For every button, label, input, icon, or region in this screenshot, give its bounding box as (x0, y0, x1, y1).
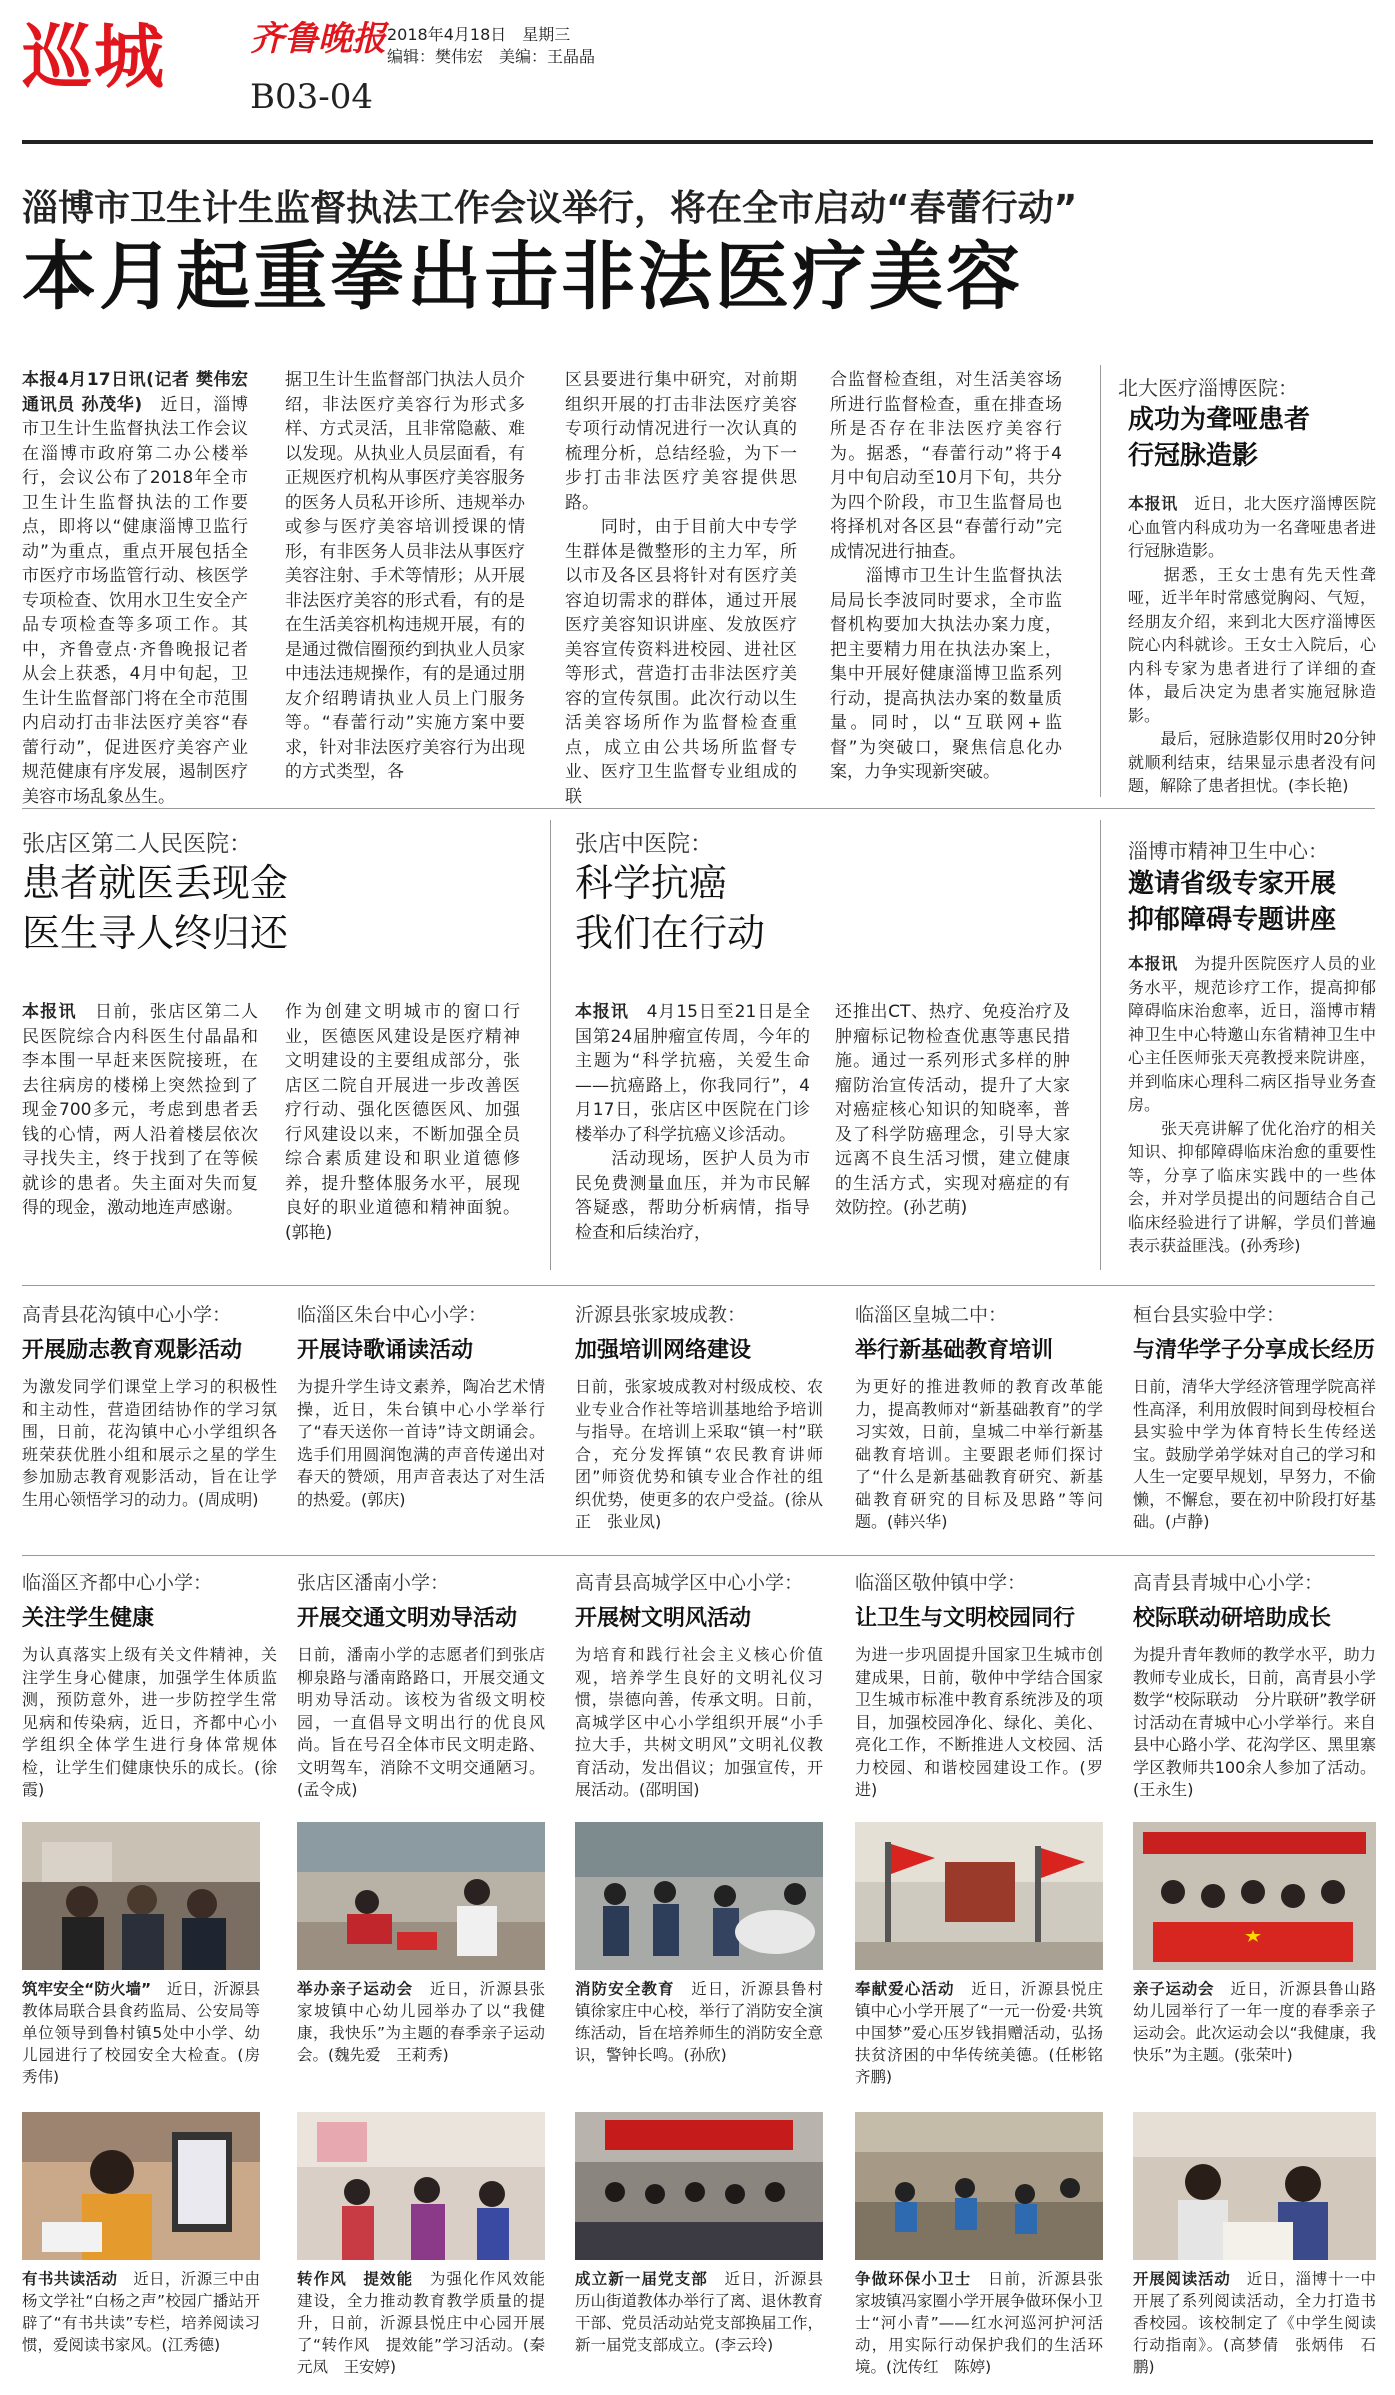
photo-party-branch (575, 2112, 823, 2260)
lead-dateline: 本报4月17日讯(记者 樊伟宏 通讯员 孙茂华) (22, 370, 248, 415)
row1-item: 临淄区皇城二中： 举行新基础教育培训 为更好的推进教师的教育改革能力，提高教师对“新基础教育”的学习实效，日前，皇城二中举行新基础教育培训。主要跟老师们探讨了“什么是新基础教育研究、新基础教育研究的目标及思路”等问题。(韩兴华) (855, 1304, 1103, 1531)
photo-reading-broadcast (22, 2112, 260, 2260)
row2-item: 高青县青城中心小学： 校际联动研培助成长 为提升青年教师的教学水平，助力教师专业成长，日前，高青县小学数学“校际联动 分片联研”教学研讨活动在青城中心小学举行。来自县中心路小学、花沟学区、黑里寨学区教师共100余人参加了活动。(王永生) (1133, 1572, 1376, 1799)
photo-caption: 奉献爱心活动 近日，沂源县悦庄镇中心小学开展了“一元一份爱·共筑中国梦”爱心压岁钱捐赠活动，弘扬扶贫济困的中华传统美德。(任彬铭 齐鹏) (855, 1980, 1119, 2086)
issue-date: 2018年4月18日 (387, 25, 507, 44)
photo-parent-child-games (297, 1822, 545, 1970)
lead-col-2: 据卫生计生监督部门执法人员介绍，非法医疗美容行为形式多样、方式灵活，且非常隐蔽、难以发现。从执业人员层面看，有正规医疗机构从事医疗美容服务的医务人员私开诊所、违规举办或参与医疗美容培训授课的情形，有非医务人员非法从事医疗美容注射、手术等情形；从开展非法医疗美容的形式看，有的是在生活美容机构违规开展，有的是通过微信圈预约到执业人员家中违法违规操作，有的是通过朋友介绍聘请执业人员上门服务等。“春蕾行动”实施方案中要求，针对非法医疗美容行为出现的方式类型，各 (285, 370, 525, 782)
photo-school-safety-check (22, 1822, 260, 1970)
designer: 美编：王晶晶 (499, 47, 596, 66)
photo-image (1133, 1822, 1376, 1970)
photo-image (22, 1822, 260, 1970)
photo-caption: 筑牢安全“防火墙” 近日，沂源县教体局联合县食药监局、公安局等单位领导到鲁村镇5处中小学、幼儿园进行了校园安全大检查。(房秀伟) (22, 1980, 260, 2086)
photo-caption: 亲子运动会 近日，沂源县鲁山路幼儿园举行了一年一度的春季亲子运动会。此次运动会以“我健康，我快乐”为主题。(张荣叶) (1133, 1980, 1376, 2064)
photo-image (575, 2112, 823, 2260)
divider (550, 820, 551, 1270)
photo-eco-guardians (855, 2112, 1103, 2260)
issue-weekday: 星期三 (522, 25, 571, 44)
lead-kicker: 淄博市卫生计生监督执法工作会议举行，将在全市启动“春蕾行动” (22, 188, 1078, 229)
photo-image (297, 2112, 545, 2260)
divider (22, 1555, 1375, 1556)
side2-kicker: 淄博市精神卫生中心： (1128, 839, 1328, 863)
row2-item: 高青县高城学区中心小学： 开展树文明风活动 为培育和践行社会主义核心价值观，培养学生良好的文明礼仪习惯，崇德向善，传承文明。日前，高城学区中心小学组织开展“小手拉大手，共树文明风”文明礼仪教育活动，发出倡议；加强宣传，开展活动。(邵明国) (575, 1572, 823, 1799)
lead-col-1: 本报4月17日讯(记者 樊伟宏 通讯员 孙茂华) 近日，淄博市卫生计生监督执法工作会议在淄博市政府第二办公楼举行，会议公布了2018年全市卫生计生监督执法的工作要点，即将以“健康淄博卫监行动”为重点，重点开展包括全市医疗市场监管行动、核医学专项检查、饮用水卫生安全产品专项检查等多项工作。其中，齐鲁壹点·齐鲁晚报记者从会上获悉，4月中旬起，卫生计生监督部门将在全市范围内启动打击非法医疗美容“春蕾行动”，促进医疗美容产业规范健康有序发展，遏制医疗美容市场乱象丛生。 (22, 370, 248, 807)
issue-meta (387, 24, 595, 68)
zdz-col-2: 作为创建文明城市的窗口行业，医德医风建设是医疗精神文明建设的主要组成部分，张店区二院自开展进一步改善医疗行动、强化医德医风、加强行风建设以来，不断加强全员综合素质建设和职业道德修养，提升整体服务水平，展现良好的职业道德和精神面貌。(郭艳) (285, 1002, 520, 1243)
zdzy-kicker: 张店中医院： (575, 831, 713, 857)
photo-image (855, 1822, 1103, 1970)
row1-item: 高青县花沟镇中心小学： 开展励志教育观影活动 为激发同学们课堂上学习的积极性和主动性，营造团结协作的学习氛围，日前，花沟镇中心小学组织各班荣获优胜小组和展示之星的学生参加励志教育观影活动，旨在让学生用心领悟学习的动力。(周成明) (22, 1304, 277, 1509)
row2-item: 张店区潘南小学： 开展交通文明劝导活动 日前，潘南小学的志愿者们到张店柳泉路与潘南路路口，开展交通文明劝导活动。该校为省级文明校园，一直倡导文明出行的优良风尚。旨在号召全体市民文明走路、文明驾车，消除不文明交通陋习。(孟令成) (297, 1572, 545, 1799)
zdz-col-1: 本报讯 日前，张店区第二人民医院综合内科医生付晶晶和李本围一早赶来医院接班，在去往病房的楼梯上突然捡到了现金700多元，考虑到患者丢钱的心情，两人沿着楼层依次寻找失主，终于找到了在等候就诊的患者。失主面对失而复得的现金，激动地连声感谢。 (22, 1002, 258, 1218)
photo-caption: 有书共读活动 近日，沂源三中由杨文学社“白杨之声”校园广播站开辟了“有书共读”专栏，培养阅读习惯，爱阅读书家风。(江秀德) (22, 2270, 260, 2354)
row1-item: 桓台县实验中学： 与清华学子分享成长经历 日前，清华大学经济管理学院高祥性高泽，利用放假时间到母校桓台县实验中学为体育特长生传经送宝。鼓励学弟学妹对自己的学习和人生一定要早规划，早努力，不偷懒，不懈怠，要在初中阶段打好基础。(卢静) (1133, 1304, 1376, 1531)
divider (1100, 820, 1101, 1270)
photo-image (855, 2112, 1103, 2260)
divider (1100, 365, 1101, 797)
zdzy-col-2: 还推出CT、热疗、免疫治疗及肿瘤标记物检查优惠等惠民措施。通过一系列形式多样的肿瘤防治宣传活动，提升了大家对癌症核心知识的知晓率，普及了科学防癌理念，引导大家远离不良生活习惯，建立健康的生活方式，实现对癌症的有效防控。(孙艺萌) (835, 1002, 1070, 1218)
photo-image (1133, 2112, 1376, 2260)
lead-col-3: 区县要进行集中研究，对前期组织开展的打击非法医疗美容专项行动情况进行一次认真的梳理分析，总结经验，为下一步打击非法医疗美容提供思路。 同时，由于目前大中专学生群体是微整形的主力军，所以市及各区县将针对有医疗美容迫切需求的群体，通过开展医疗美容知识讲座、发放医疗美容宣传资料进校园、进社区等形式，营造打击非法医疗美容的宣传氛围。此次行动以生活美容场所作为监督检查重点，成立由公共场所监督专业、医疗卫生监督专业组成的联 (565, 370, 797, 807)
photo-caption: 争做环保小卫士 日前，沂源县张家坡镇冯家圈小学开展争做环保小卫士“河小青”——红水河巡河护河活动，用实际行动保护我们的生活环境。(沈传红 陈婷) (855, 2270, 1104, 2376)
photo-image (297, 1822, 545, 1970)
newspaper-brand: 齐鲁晚报 (250, 19, 386, 59)
zdz-title: 患者就医丢现金 医生寻人终归还 (22, 861, 289, 955)
photo-caption: 举办亲子运动会 近日，沂源县张家坡镇中心幼儿园举办了以“我健康，我快乐”为主题的春季亲子运动会。(魏先爱 王莉秀) (297, 1980, 545, 2064)
photo-caption: 消防安全教育 近日，沂源县鲁村镇徐家庄中心校，举行了消防安全演练活动，旨在培养师生的消防安全意识，警钟长鸣。(孙欣) (575, 1980, 824, 2064)
side1-kicker: 北大医疗淄博医院： (1118, 376, 1298, 400)
editor: 编辑：樊伟宏 (387, 47, 484, 66)
lead-col-4: 合监督检查组，对生活美容场所进行监督检查，重在排查场所是否存在非法医疗美容行为。据悉，“春蕾行动”将于4月中旬启动至10月下旬，共分为四个阶段，市卫生监督局也将择机对各区县“春蕾行动”完成情况进行抽查。 淄博市卫生计生监督执法局局长李波同时要求，全市监督机构要加大执法办案力度，把主要精力用在执法办案上，集中开展好健康淄博卫监系列行动，提高执法办案的数量质量。同时，以“互联网+监督”为突破口，聚焦信息化办案，力争实现新突破。 (830, 370, 1062, 782)
zdz-kicker: 张店区第二人民医院： (22, 831, 252, 857)
row1-item: 临淄区朱台中心小学： 开展诗歌诵读活动 为提升学生诗文素养，陶冶艺术情操，近日，朱台镇中心小学举行了“春天送你一首诗”诗文朗诵会。选手们用圆润饱满的声音传递出对春天的赞颂，用声音表达了对生活的热爱。(郭庆) (297, 1304, 545, 1509)
photo-image (575, 1822, 823, 1970)
zdzy-title: 科学抗癌 我们在行动 (575, 861, 766, 955)
photo-caption: 转作风 提效能 为强化作风效能建设，全力推动教育教学质量的提升，日前，沂源县悦庄中心园开展了“转作风 提效能”学习活动。(秦元凤 王安婷) (297, 2270, 545, 2376)
row1-item: 沂源县张家坡成教： 加强培训网络建设 日前，张家坡成教对村级成校、农业专业合作社等培训基地给予培训与指导。在培训上采取“镇一村”联合，充分发挥镇“农民教育讲师团”师资优势和镇专业合作社的组织优势，使更多的农户受益。(徐从正 张业凤) (575, 1304, 823, 1531)
header-rule (22, 140, 1373, 144)
divider (22, 1285, 1375, 1286)
photo-sports-meet (1133, 1822, 1376, 1970)
side1-title: 成功为聋哑患者 行冠脉造影 (1128, 405, 1311, 471)
photo-caption: 成立新一届党支部 近日，沂源县历山街道教体办举行了离、退休教育干部、党员活动站党支部换届工作，新一届党支部成立。(李云玲) (575, 2270, 824, 2354)
page-number: B03-04 (250, 77, 374, 117)
divider (22, 808, 1375, 809)
section-title: 巡城 (22, 16, 166, 98)
row2-item: 临淄区齐都中心小学： 关注学生健康 为认真落实上级有关文件精神，关注学生身心健康，加强学生体质监测，预防意外，进一步防控学生常见病和传染病，近日，齐都中心小学组织全体学生进行身体常规体检，让学生们健康快乐的成长。(徐霞) (22, 1572, 277, 1799)
photo-fire-drill (575, 1822, 823, 1970)
photo-charity-event (855, 1822, 1103, 1970)
side2-body: 本报讯 为提升医院医疗人员的业务水平，规范诊疗工作，提高抑郁障碍临床治愈率，近日，淄博市精神卫生中心特邀山东省精神卫生中心主任医师张天亮教授来院讲座，并到临床心理科二病区指导业务查房。 张天亮讲解了优化治疗的相关知识、抑郁障碍临床治愈的重要性等，分享了临床实践中的一些体会，并对学员提出的问题结合自己临床经验进行了讲解，学员们普遍表示获益匪浅。(孙秀珍) (1128, 954, 1376, 1255)
photo-reading-activity (1133, 2112, 1376, 2260)
side2-title: 邀请省级专家开展 抑郁障碍专题讲座 (1128, 869, 1337, 935)
photo-image (22, 2112, 260, 2260)
photo-caption: 开展阅读活动 近日，淄博十一中开展了系列阅读活动，全力打造书香校园。该校制定了《中学生阅读行动指南》。(高梦倩 张炳伟 石鹏) (1133, 2270, 1376, 2376)
row2-item: 临淄区敬仲镇中学： 让卫生与文明校园同行 为进一步巩固提升国家卫生城市创建成果，日前，敬仲中学结合国家卫生城市标准中教育系统涉及的项目，加强校园净化、绿化、美化、亮化工作，不断推进人文校园、活力校园、和谐校园建设工作。(罗进) (855, 1572, 1103, 1799)
side1-body: 本报讯 近日，北大医疗淄博医院心血管内科成功为一名聋哑患者进行冠脉造影。 据悉，王女士患有先天性聋哑，近半年时常感觉胸闷、气短，经朋友介绍，来到北大医疗淄博医院心内科就诊。王女士入院后，心内科专家为患者进行了详细的查体，最后决定为患者实施冠脉造影。 最后，冠脉造影仅用时20分钟就顺利结束，结果显示患者没有问题，解除了患者担忧。(李长艳) (1128, 494, 1376, 795)
zdzy-col-1: 本报讯 4月15日至21日是全国第24届肿瘤宣传周，今年的主题为“科学抗癌，关爱生命——抗癌路上，你我同行”，4月17日，张店区中医院在门诊楼举办了科学抗癌义诊活动。 活动现场，医护人员为市民免费测量血压，并为市民解答疑惑，帮助分析病情，指导检查和后续治疗， (575, 1002, 811, 1243)
photo-work-style-study (297, 2112, 545, 2260)
lead-headline: 本月起重拳出击非法医疗美容 (22, 234, 1023, 320)
